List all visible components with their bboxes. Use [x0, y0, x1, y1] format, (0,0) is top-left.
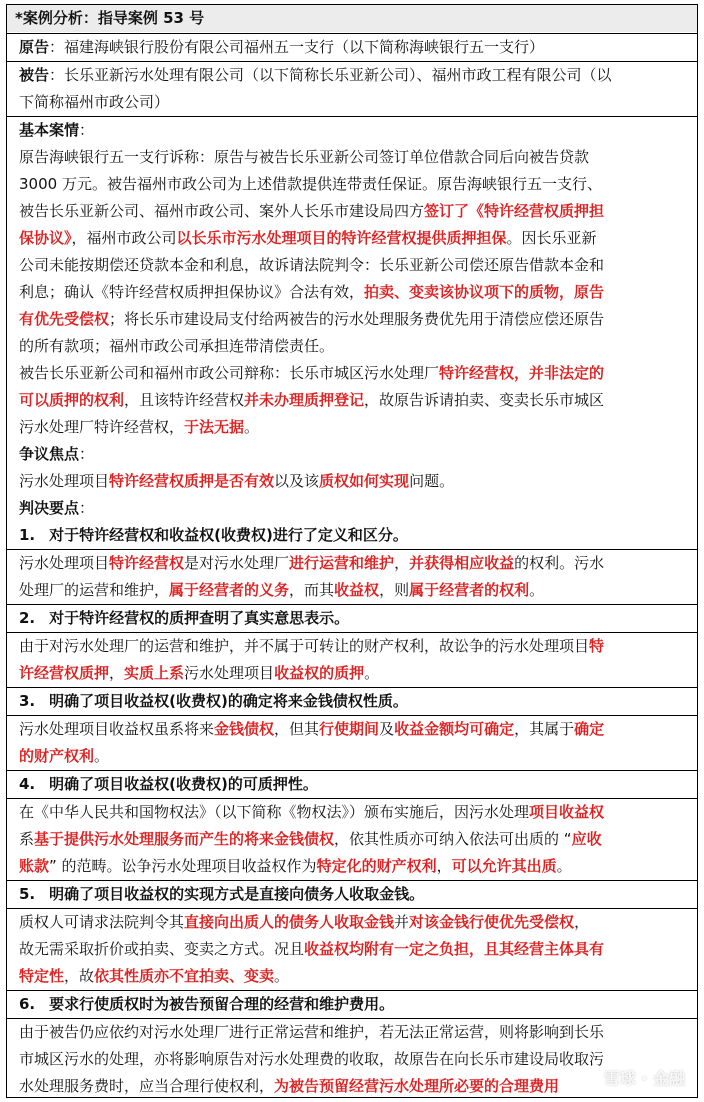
text-line — [19, 225, 597, 252]
colon: ： — [79, 445, 95, 463]
text-line — [19, 1046, 604, 1073]
body-text: ，且该特许经营权 — [124, 391, 245, 409]
text-line — [19, 1073, 559, 1100]
highlight-text: 特定化的财产权利 — [316, 857, 437, 875]
body-text: 的所有款项；福州市政公司承担连带清偿责任。 — [19, 337, 335, 355]
body-text: ， — [109, 664, 125, 682]
body-text: 市城区污水的处理，亦将影响原告对污水处理费的收取，故原告在向长乐市建设局收取污 — [19, 1050, 605, 1068]
body-text: 。 — [529, 581, 545, 599]
dispute-heading — [19, 441, 94, 468]
body-text: 系 — [19, 830, 35, 848]
text-line — [19, 360, 604, 387]
holding-number: 4. — [19, 775, 36, 793]
defendant-text-1: ：长乐亚新污水处理有限公司（以下简称长乐亚新公司）、福州市政工程有限公司（以 — [49, 66, 612, 84]
body-text: ，而其 — [289, 581, 335, 599]
body-text: 由于被告仍应依约对污水处理厂进行正常运营和维护，若无法正常运营，则将影响到长乐 — [19, 1023, 605, 1041]
highlight-text: 应收 — [571, 830, 602, 848]
holding-title-text: 对于特许经营权的质押查明了真实意思表示。 — [49, 609, 350, 627]
highlight-text: 拍卖、变卖该协议项下的质物，原告 — [364, 283, 605, 301]
text-line — [19, 716, 604, 743]
highlight-text: 收益金额均可确定 — [394, 720, 515, 738]
body-text: 。 — [94, 747, 110, 765]
body-text: 利息；确认《特许经营权质押担保协议》合法有效， — [19, 283, 365, 301]
text-line — [19, 306, 604, 333]
body-text: 是对污水处理厂 — [184, 554, 290, 572]
body-text: 并 — [394, 913, 410, 931]
highlight-text: 金钱债权 — [214, 720, 275, 738]
text-line — [19, 252, 604, 279]
body-text: 污水处理项目 — [19, 472, 110, 490]
holding-title-text: 对于特许经营权和收益权(收费权)进行了定义和区分。 — [49, 526, 408, 544]
header-row — [7, 5, 697, 32]
highlight-text: 收益权均附有一定之负担，且其经营主体具有 — [304, 940, 605, 958]
body-text: 以及该 — [274, 472, 320, 490]
body-text: 污水处理厂特许经营权， — [19, 418, 185, 436]
case-analysis-table — [6, 4, 698, 1098]
highlight-text: 对该金钱行使优先受偿权 — [409, 913, 575, 931]
highlight-text: 特定性 — [19, 967, 65, 985]
highlight-text: 直接向出质人的债务人收取金钱 — [184, 913, 395, 931]
holding-title-text: 明确了项目收益权(收费权)的确定将来金钱债权性质。 — [49, 692, 408, 710]
body-text: 处理厂的运营和维护， — [19, 581, 170, 599]
body-text: 污水处理项目收益权虽系将来 — [19, 720, 215, 738]
body-text: ，则 — [379, 581, 410, 599]
text-line — [19, 468, 454, 495]
body-text: 及 — [379, 720, 395, 738]
body-text: 故无需采取折价或拍卖、变卖之方式。况且 — [19, 940, 305, 958]
defendant-label: 被告 — [19, 66, 50, 84]
body-text: 污水处理项目 — [19, 554, 110, 572]
highlight-text: 特许经营权 — [109, 554, 185, 572]
body-text: ， — [574, 913, 590, 931]
holding-title-text: 明确了项目收益权的实现方式是直接向债务人收取金钱。 — [49, 885, 425, 903]
highlight-text: 基于提供污水处理服务而产生的将来金钱债权 — [34, 830, 335, 848]
highlight-text: 实质上系 — [124, 664, 185, 682]
case-header: *案例分析：指导案例 53 号 — [15, 9, 205, 27]
highlight-text: 属于经营者的权利 — [409, 581, 530, 599]
holding-number: 2. — [19, 609, 36, 627]
highlight-text: 依其性质亦不宜拍卖、变卖 — [94, 967, 275, 985]
highlight-text: 属于经营者的义务 — [169, 581, 290, 599]
body-text: 。 — [244, 418, 260, 436]
text-line — [19, 414, 259, 441]
body-text: 由于对污水处理厂的运营和维护，并不属于可转让的财产权利，故讼争的污水处理项目 — [19, 637, 590, 655]
body-text: 污水处理项目 — [184, 664, 275, 682]
body-text: ，其属于 — [514, 720, 575, 738]
text-line — [19, 333, 334, 360]
body-text: ，故 — [64, 967, 95, 985]
highlight-text: 进行运营和维护 — [289, 554, 395, 572]
highlight-text: 的财产权利 — [19, 747, 95, 765]
body-text: 。 — [274, 967, 290, 985]
body-text: 水处理服务费时，应当合理行使权利， — [19, 1077, 275, 1095]
highlight-text: 许经营权质押 — [19, 664, 110, 682]
highlight-text: 质权如何实现 — [319, 472, 410, 490]
highlight-text: 行使期间 — [319, 720, 380, 738]
plaintiff-text: ：福建海峡银行股份有限公司福州五一支行（以下简称海峡银行五一支行） — [49, 38, 545, 56]
highlight-text: 账款 — [19, 857, 50, 875]
highlight-text: 保协议》 — [19, 229, 72, 247]
body-text: ” 的范畴。讼争污水处理项目收益权作为 — [49, 857, 317, 875]
highlight-text: 项目收益权 — [529, 803, 605, 821]
text-line — [19, 144, 589, 171]
holding-title — [19, 771, 318, 798]
body-text: 质权人可请求法院判令其 — [19, 913, 185, 931]
body-text: ，依其性质亦可纳入依法可出质的 “ — [334, 830, 572, 848]
plaintiff-row — [7, 33, 697, 61]
body-text: ，故原告诉请拍卖、变卖长乐市城区 — [364, 391, 605, 409]
body-text: ；将长乐市建设局支付给两被告的污水处理服务费优先用于清偿应偿还原告 — [109, 310, 605, 328]
highlight-text: 特许经营权质押是否有效 — [109, 472, 275, 490]
dispute-heading-label: 争议焦点 — [19, 445, 80, 463]
body-text: 3000 万元。被告福州市政公司为上述借款提供连带责任保证。原告海峡银行五一支行、 — [19, 175, 602, 193]
body-text: 。因长乐亚新 — [506, 229, 597, 247]
text-line — [19, 826, 602, 853]
case-body — [7, 116, 697, 1097]
highlight-text: 收益权的质押 — [274, 664, 365, 682]
text-line — [19, 171, 602, 198]
body-text: 问题。 — [409, 472, 455, 490]
holding-title — [19, 991, 394, 1018]
highlight-text: 可以允许其出质 — [451, 857, 557, 875]
highlight-text: 特 — [589, 637, 605, 655]
body-text: 。 — [364, 664, 380, 682]
highlight-text: 确定 — [574, 720, 605, 738]
body-text: ， — [394, 554, 410, 572]
plaintiff-line — [19, 34, 544, 61]
watermark: 雪球 · 金融 — [603, 1069, 685, 1088]
holding-title — [19, 522, 408, 549]
holding-number: 5. — [19, 885, 36, 903]
body-text: ，但其 — [274, 720, 320, 738]
body-text: 的权利。污水 — [514, 554, 605, 572]
holding-title-text: 明确了项目收益权(收费权)的可质押性。 — [49, 775, 318, 793]
holding-title — [19, 688, 408, 715]
body-text: 原告海峡银行五一支行诉称：原告与被告长乐亚新公司签订单位借款合同后向被告贷款 — [19, 148, 590, 166]
plaintiff-label: 原告 — [19, 38, 50, 56]
defendant-line-2: 下简称福州市政公司） — [19, 93, 170, 111]
text-line — [19, 799, 604, 826]
facts-heading-label: 基本案情 — [19, 121, 80, 139]
holdings-heading — [19, 495, 94, 522]
body-text: 在《中华人民共和国物权法》（以下简称《物权法》）颁布实施后，因污水处理 — [19, 803, 530, 821]
highlight-text: 特许经营权，并非法定的 — [439, 364, 605, 382]
highlight-text: 签订了《特许经营权质押担 — [424, 202, 605, 220]
holding-title — [19, 605, 349, 632]
text-line — [19, 660, 379, 687]
text-line — [19, 853, 572, 880]
highlight-text: 并获得相应收益 — [409, 554, 515, 572]
holding-number: 3. — [19, 692, 36, 710]
text-line — [19, 387, 604, 414]
highlight-text: 有优先受偿权 — [19, 310, 110, 328]
body-text: 。 — [556, 857, 572, 875]
text-line — [19, 1019, 604, 1046]
text-line — [19, 936, 604, 963]
colon: ： — [79, 121, 95, 139]
text-line — [19, 909, 589, 936]
text-line — [19, 633, 604, 660]
text-line — [19, 279, 604, 306]
text-line — [19, 577, 544, 604]
text-line — [19, 550, 604, 577]
body-text: ， — [436, 857, 452, 875]
body-text: 被告长乐亚新公司、福州市政公司、案外人长乐市建设局四方 — [19, 202, 425, 220]
facts-heading — [19, 117, 94, 144]
holding-title — [19, 881, 424, 908]
body-text: ，福州市政公司 — [71, 229, 177, 247]
text-line — [19, 743, 109, 770]
defendant-line-1 — [19, 62, 612, 89]
text-line — [19, 198, 604, 225]
holding-number: 6. — [19, 995, 36, 1013]
holding-number: 1. — [19, 526, 36, 544]
body-text: 公司未能按期偿还贷款本金和利息，故诉请法院判令：长乐亚新公司偿还原告借款本金和 — [19, 256, 605, 274]
highlight-text: 收益权 — [334, 581, 380, 599]
holding-title-text: 要求行使质权时为被告预留合理的经营和维护费用。 — [49, 995, 395, 1013]
colon: ： — [79, 499, 95, 517]
holdings-heading-label: 判决要点 — [19, 499, 80, 517]
highlight-text: 以长乐市污水处理项目的特许经营权提供质押担保 — [176, 229, 507, 247]
highlight-text: 可以质押的权利 — [19, 391, 125, 409]
highlight-text: 于法无据 — [184, 418, 245, 436]
body-text: 被告长乐亚新公司和福州市政公司辩称：长乐市城区污水处理厂 — [19, 364, 440, 382]
text-line — [19, 963, 289, 990]
highlight-text: 为被告预留经营污水处理所必要的合理费用 — [274, 1077, 560, 1095]
highlight-text: 并未办理质押登记 — [244, 391, 365, 409]
defendant-row — [7, 61, 697, 116]
